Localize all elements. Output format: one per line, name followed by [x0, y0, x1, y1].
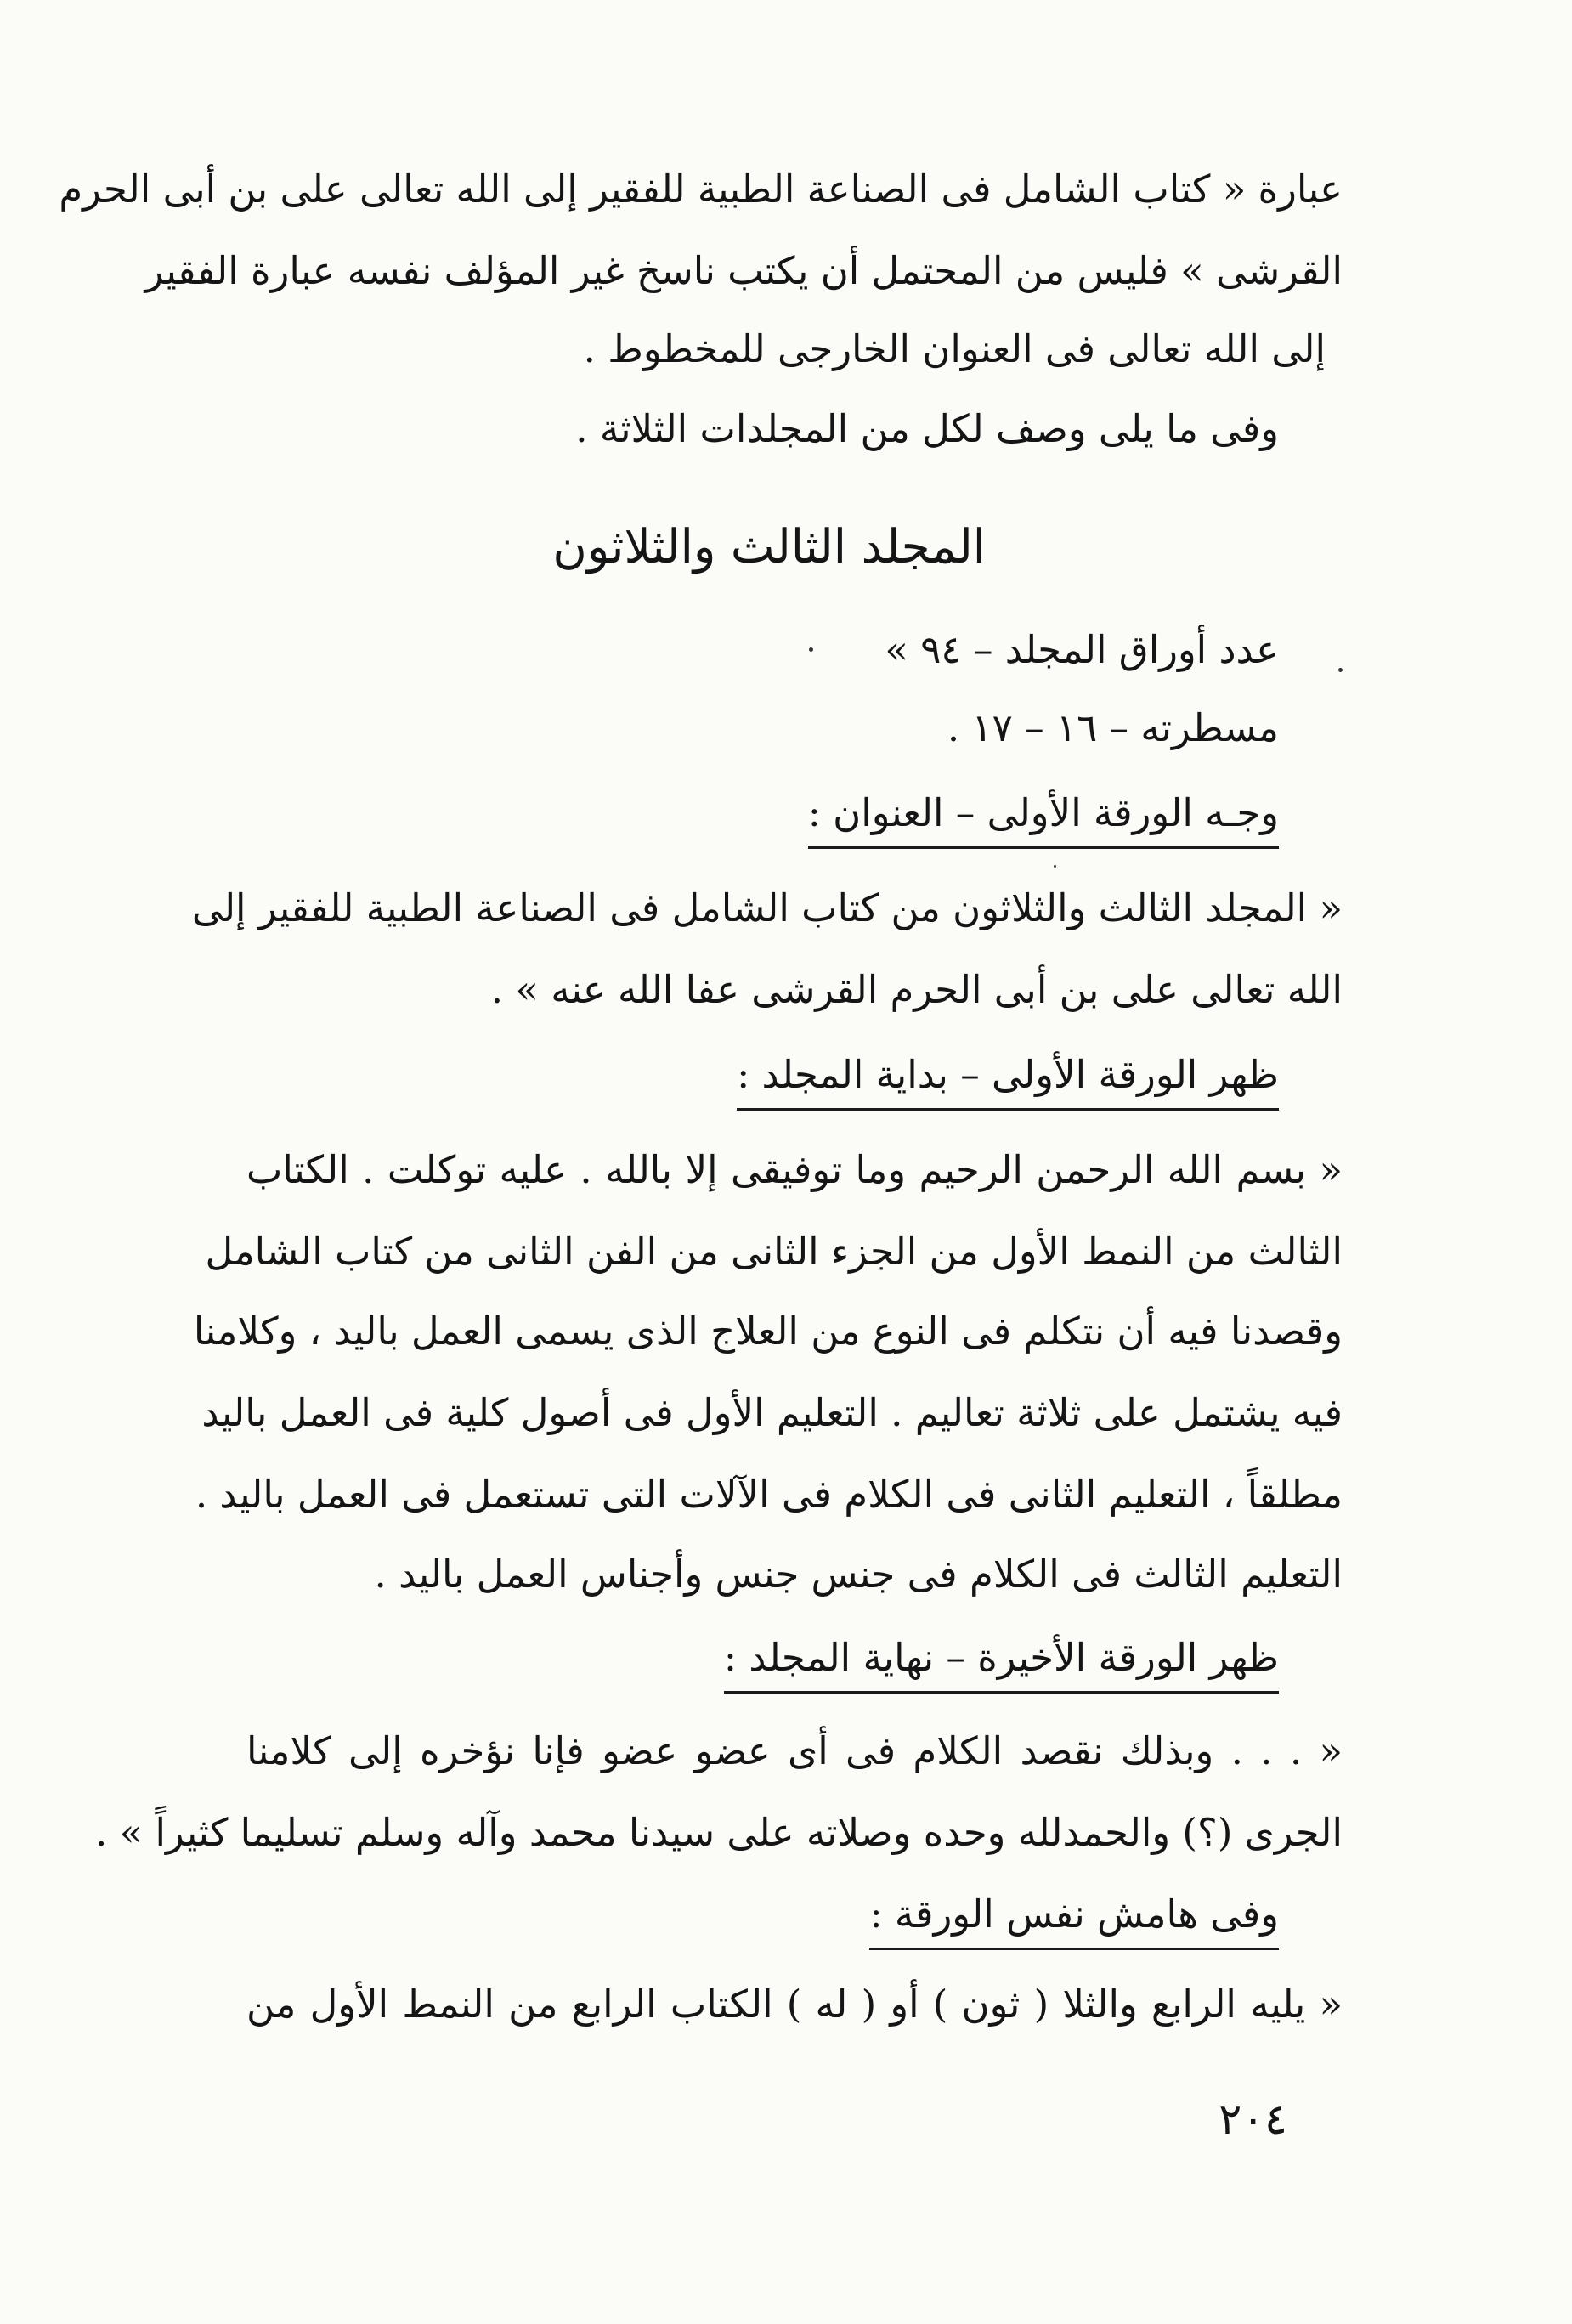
section-3-line-2: الجرى (؟) والحمدلله وحده وصلاته على سيدنا محمد وآله وسلم تسليما كثيراً » . — [95, 1810, 1343, 1855]
section-label-volume-start — [737, 1052, 1279, 1111]
folio-count: عدد أوراق المجلد – ٩٤ » — [885, 627, 1279, 672]
scan-speck — [1054, 865, 1056, 868]
description-line: وفى ما يلى وصف لكل من المجلدات الثلاثة . — [575, 406, 1279, 451]
section-label-text: ظهر الورقة الأخيرة – نهاية المجلد : — [724, 1635, 1279, 1694]
intro-line-3: إلى الله تعالى فى العنوان الخارجى للمخطوط . — [583, 326, 1326, 371]
section-label-text: ظهر الورقة الأولى – بداية المجلد : — [737, 1052, 1279, 1111]
section-2-line-1: « بسم الله الرحمن الرحيم وما توفيقى إلا بالله . عليه توكلت . الكتاب — [246, 1147, 1343, 1192]
intro-line-1: عبارة « كتاب الشامل فى الصناعة الطبية للفقير إلى الله تعالى على بن أبى الحرم — [59, 167, 1343, 212]
scan-speck — [1338, 668, 1343, 672]
page-number: ٢٠٤ — [1219, 2095, 1287, 2144]
section-label-volume-end — [724, 1635, 1279, 1694]
section-4-line-1: « يليه الرابع والثلا ( ثون ) أو ( له ) الكتاب الرابع من النمط الأول من — [246, 1982, 1343, 2027]
section-2-line-2: الثالث من النمط الأول من الجزء الثانى من الفن الثانى من كتاب الشامل — [205, 1229, 1343, 1274]
section-1-line-1: « المجلد الثالث والثلاثون من كتاب الشامل فى الصناعة الطبية للفقير إلى — [191, 885, 1343, 930]
section-2-line-5: مطلقاً ، التعليم الثانى فى الكلام فى الآلات التى تستعمل فى العمل باليد . — [195, 1472, 1343, 1517]
intro-line-2: القرشى » فليس من المحتمل أن يكتب ناسخ غير المؤلف نفسه عبارة الفقير — [144, 248, 1343, 293]
ruling-count: مسطرته – ١٦ – ١٧ . — [947, 705, 1279, 750]
section-3-line-1: « . . . وبذلك نقصد الكلام فى أى عضو عضو فإنا نؤخره إلى كلامنا — [246, 1728, 1343, 1773]
section-1-line-2: الله تعالى على بن أبى الحرم القرشى عفا الله عنه » . — [490, 967, 1343, 1012]
section-label-margin — [869, 1891, 1279, 1950]
section-label-title-page — [808, 790, 1279, 849]
section-label-text: وجـه الورقة الأولى – العنوان : — [808, 790, 1279, 849]
section-label-text: وفى هامش نفس الورقة : — [869, 1891, 1279, 1950]
section-2-line-6: التعليم الثالث فى الكلام فى جنس جنس وأجناس العمل باليد . — [374, 1552, 1343, 1597]
scan-speck — [809, 647, 813, 652]
section-2-line-3: وقصدنا فيه أن نتكلم فى النوع من العلاج الذى يسمى العمل باليد ، وكلامنا — [193, 1309, 1343, 1354]
section-2-line-4: فيه يشتمل على ثلاثة تعاليم . التعليم الأول فى أصول كلية فى العمل باليد — [201, 1390, 1343, 1435]
volume-heading: المجلد الثالث والثلاثون — [552, 519, 986, 574]
